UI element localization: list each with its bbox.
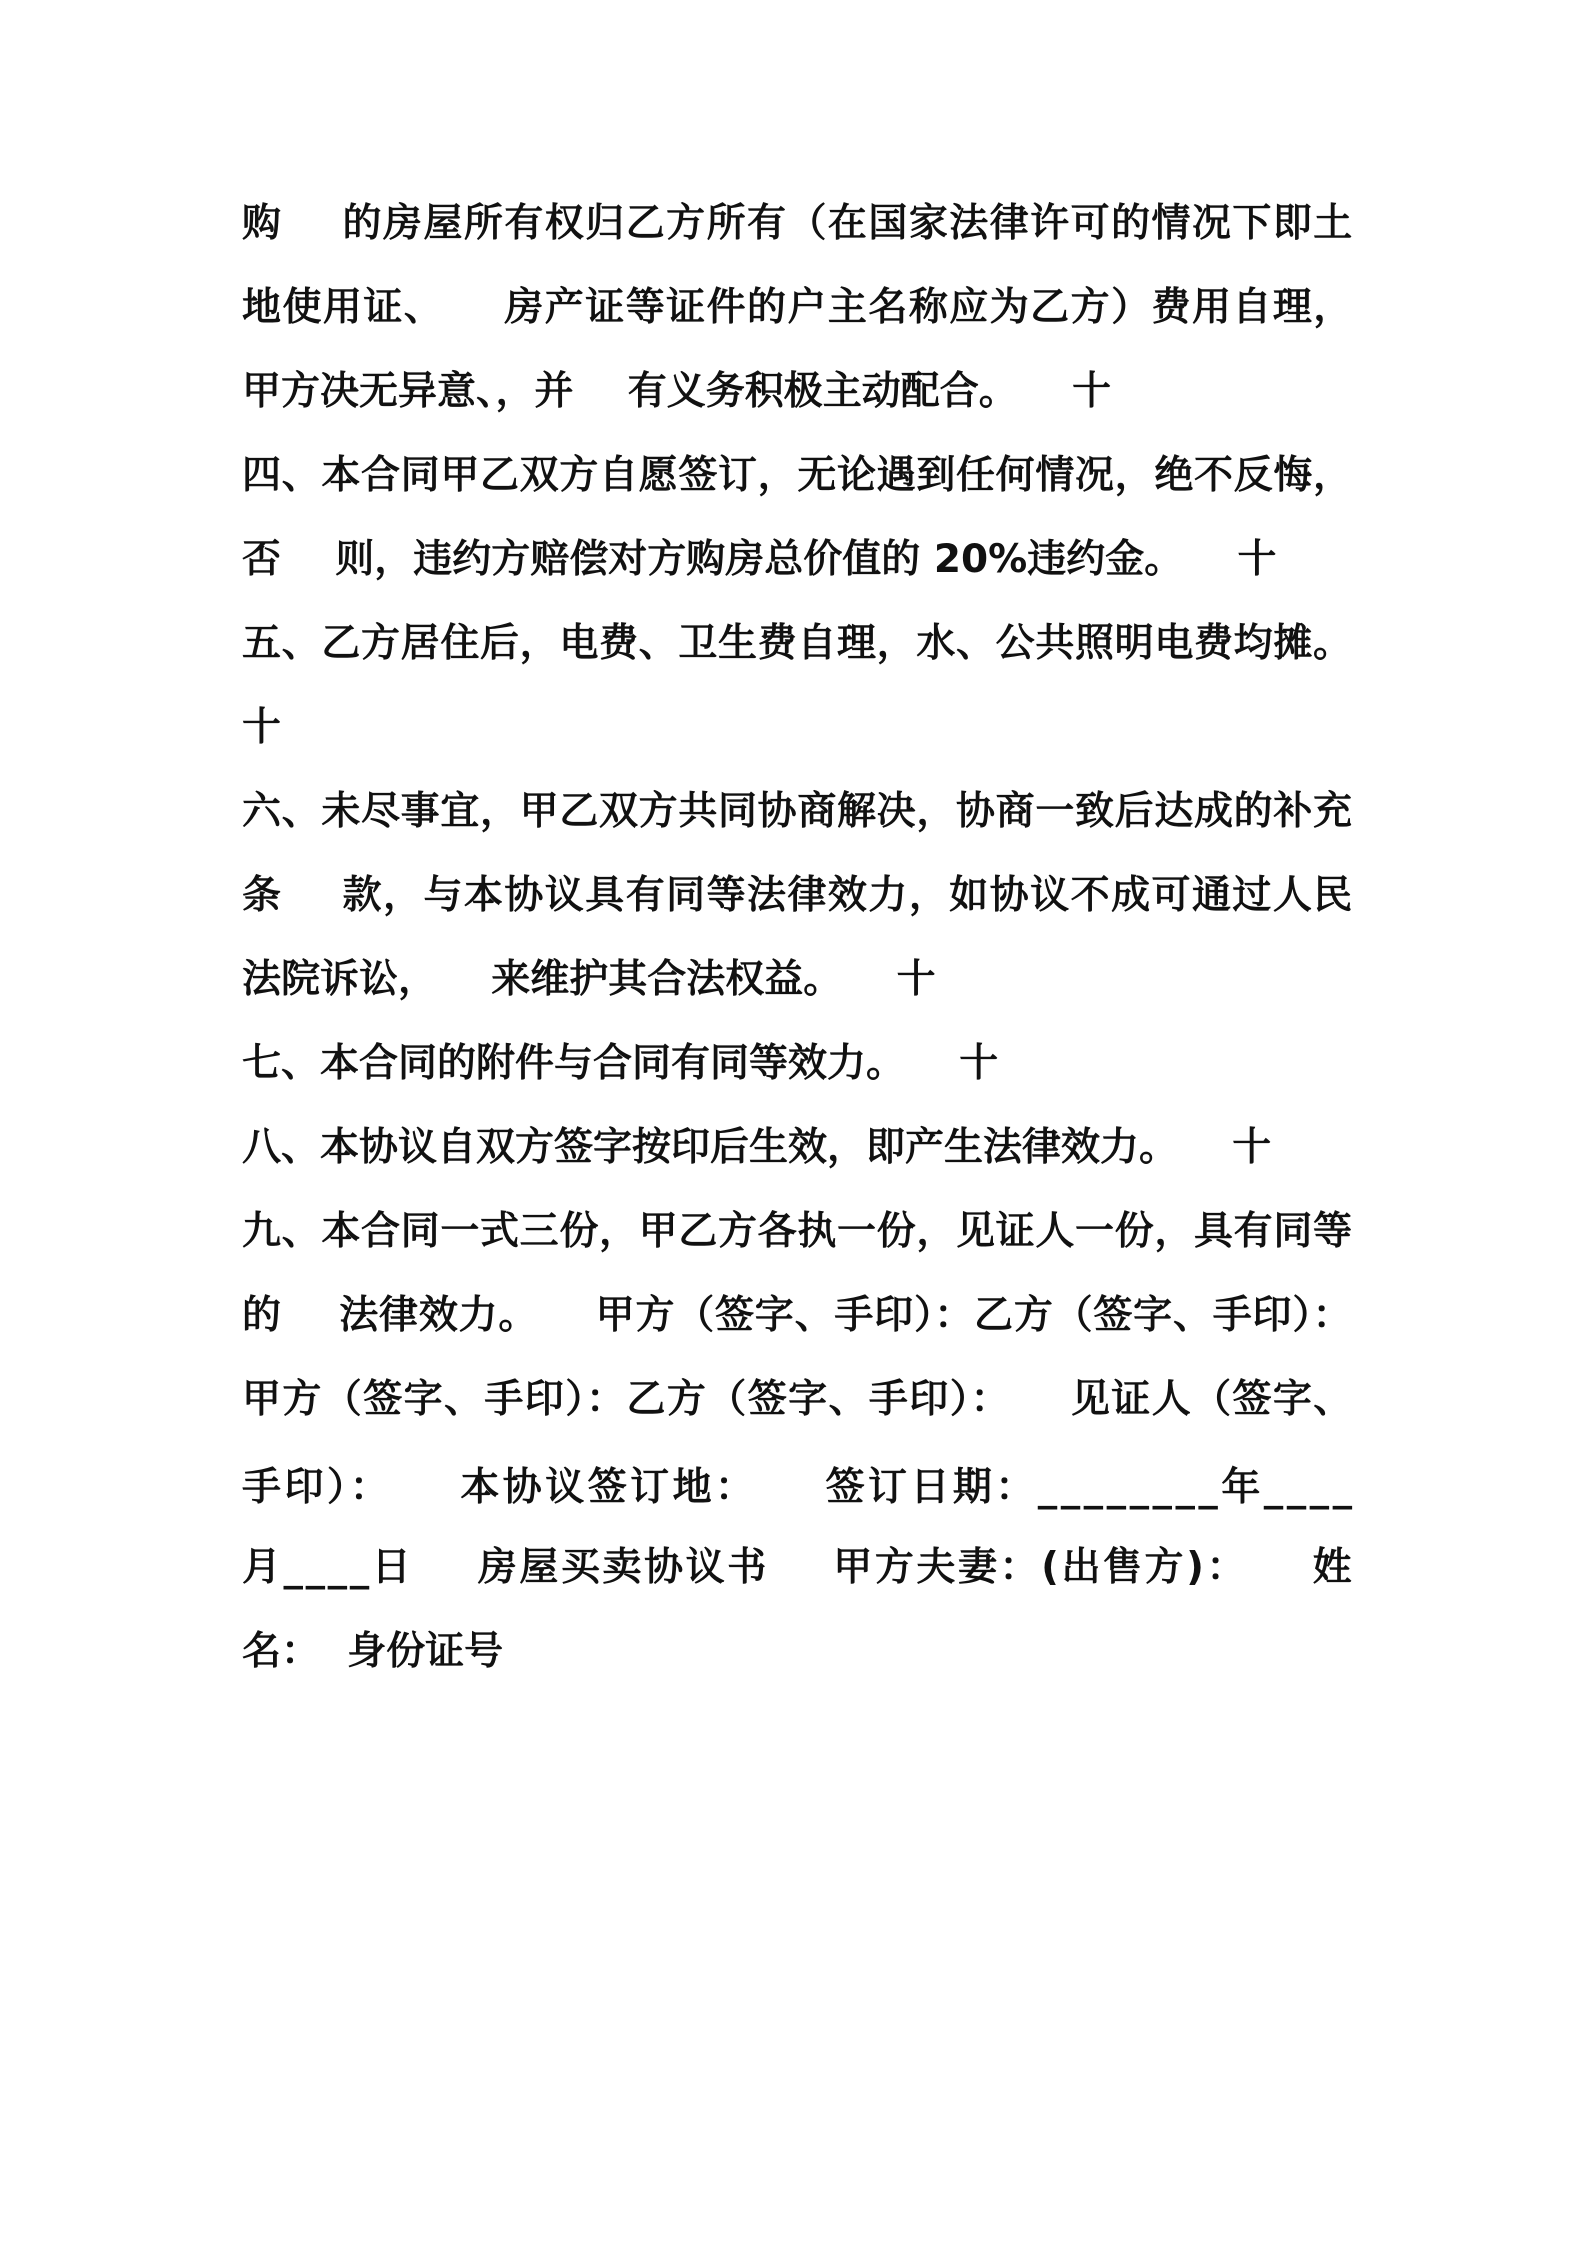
text-line: 否 则，违约方赔偿对方购房总价值的 20%违约金。 十 bbox=[242, 537, 1277, 582]
text-line: 的 法律效力。 甲方（签字、手印）：乙方（签字、手印）： bbox=[242, 1293, 1353, 1338]
text-line: 法院诉讼， 来维护其合法权益。 十 bbox=[242, 957, 936, 1002]
text-line: 九、本合同一式三份，甲乙方各执一份，见证人一份，具有同等 bbox=[242, 1209, 1353, 1254]
text-line: 地使用证、 房产证等证件的户主名称应为乙方）费用自理， bbox=[242, 285, 1354, 330]
text-line: 五、乙方居住后，电费、卫生费自理，水、公共照明电费均摊。 bbox=[242, 621, 1353, 666]
text-line: 六、未尽事宜，甲乙双方共同协商解决，协商一致后达成的补充 bbox=[242, 789, 1353, 834]
text-line: 八、本协议自双方签字按印后生效，即产生法律效力。 十 bbox=[242, 1125, 1272, 1170]
text-line: 甲方决无异意、，并 有义务积极主动配合。 十 bbox=[242, 369, 1112, 414]
text-line: 月____日 房屋买卖协议书 甲方夫妻：(出售方)： 姓 bbox=[242, 1545, 1355, 1590]
text-line: 甲方（签字、手印）：乙方（签字、手印）： 见证人（签字、 bbox=[242, 1377, 1354, 1422]
text-line: 十 bbox=[242, 705, 282, 750]
text-line: 购 的房屋所有权归乙方所有（在国家法律许可的情况下即土 bbox=[242, 201, 1354, 246]
text-line: 手印）： 本协议签订地： 签订日期：________年____ bbox=[242, 1465, 1356, 1510]
text-line: 四、本合同甲乙双方自愿签订，无论遇到任何情况，绝不反悔， bbox=[242, 453, 1353, 498]
text-line: 七、本合同的附件与合同有同等效力。 十 bbox=[242, 1041, 999, 1086]
text-line: 名： 身份证号 bbox=[242, 1629, 504, 1674]
text-line: 条 款，与本协议具有同等法律效力，如协议不成可通过人民 bbox=[242, 873, 1354, 918]
